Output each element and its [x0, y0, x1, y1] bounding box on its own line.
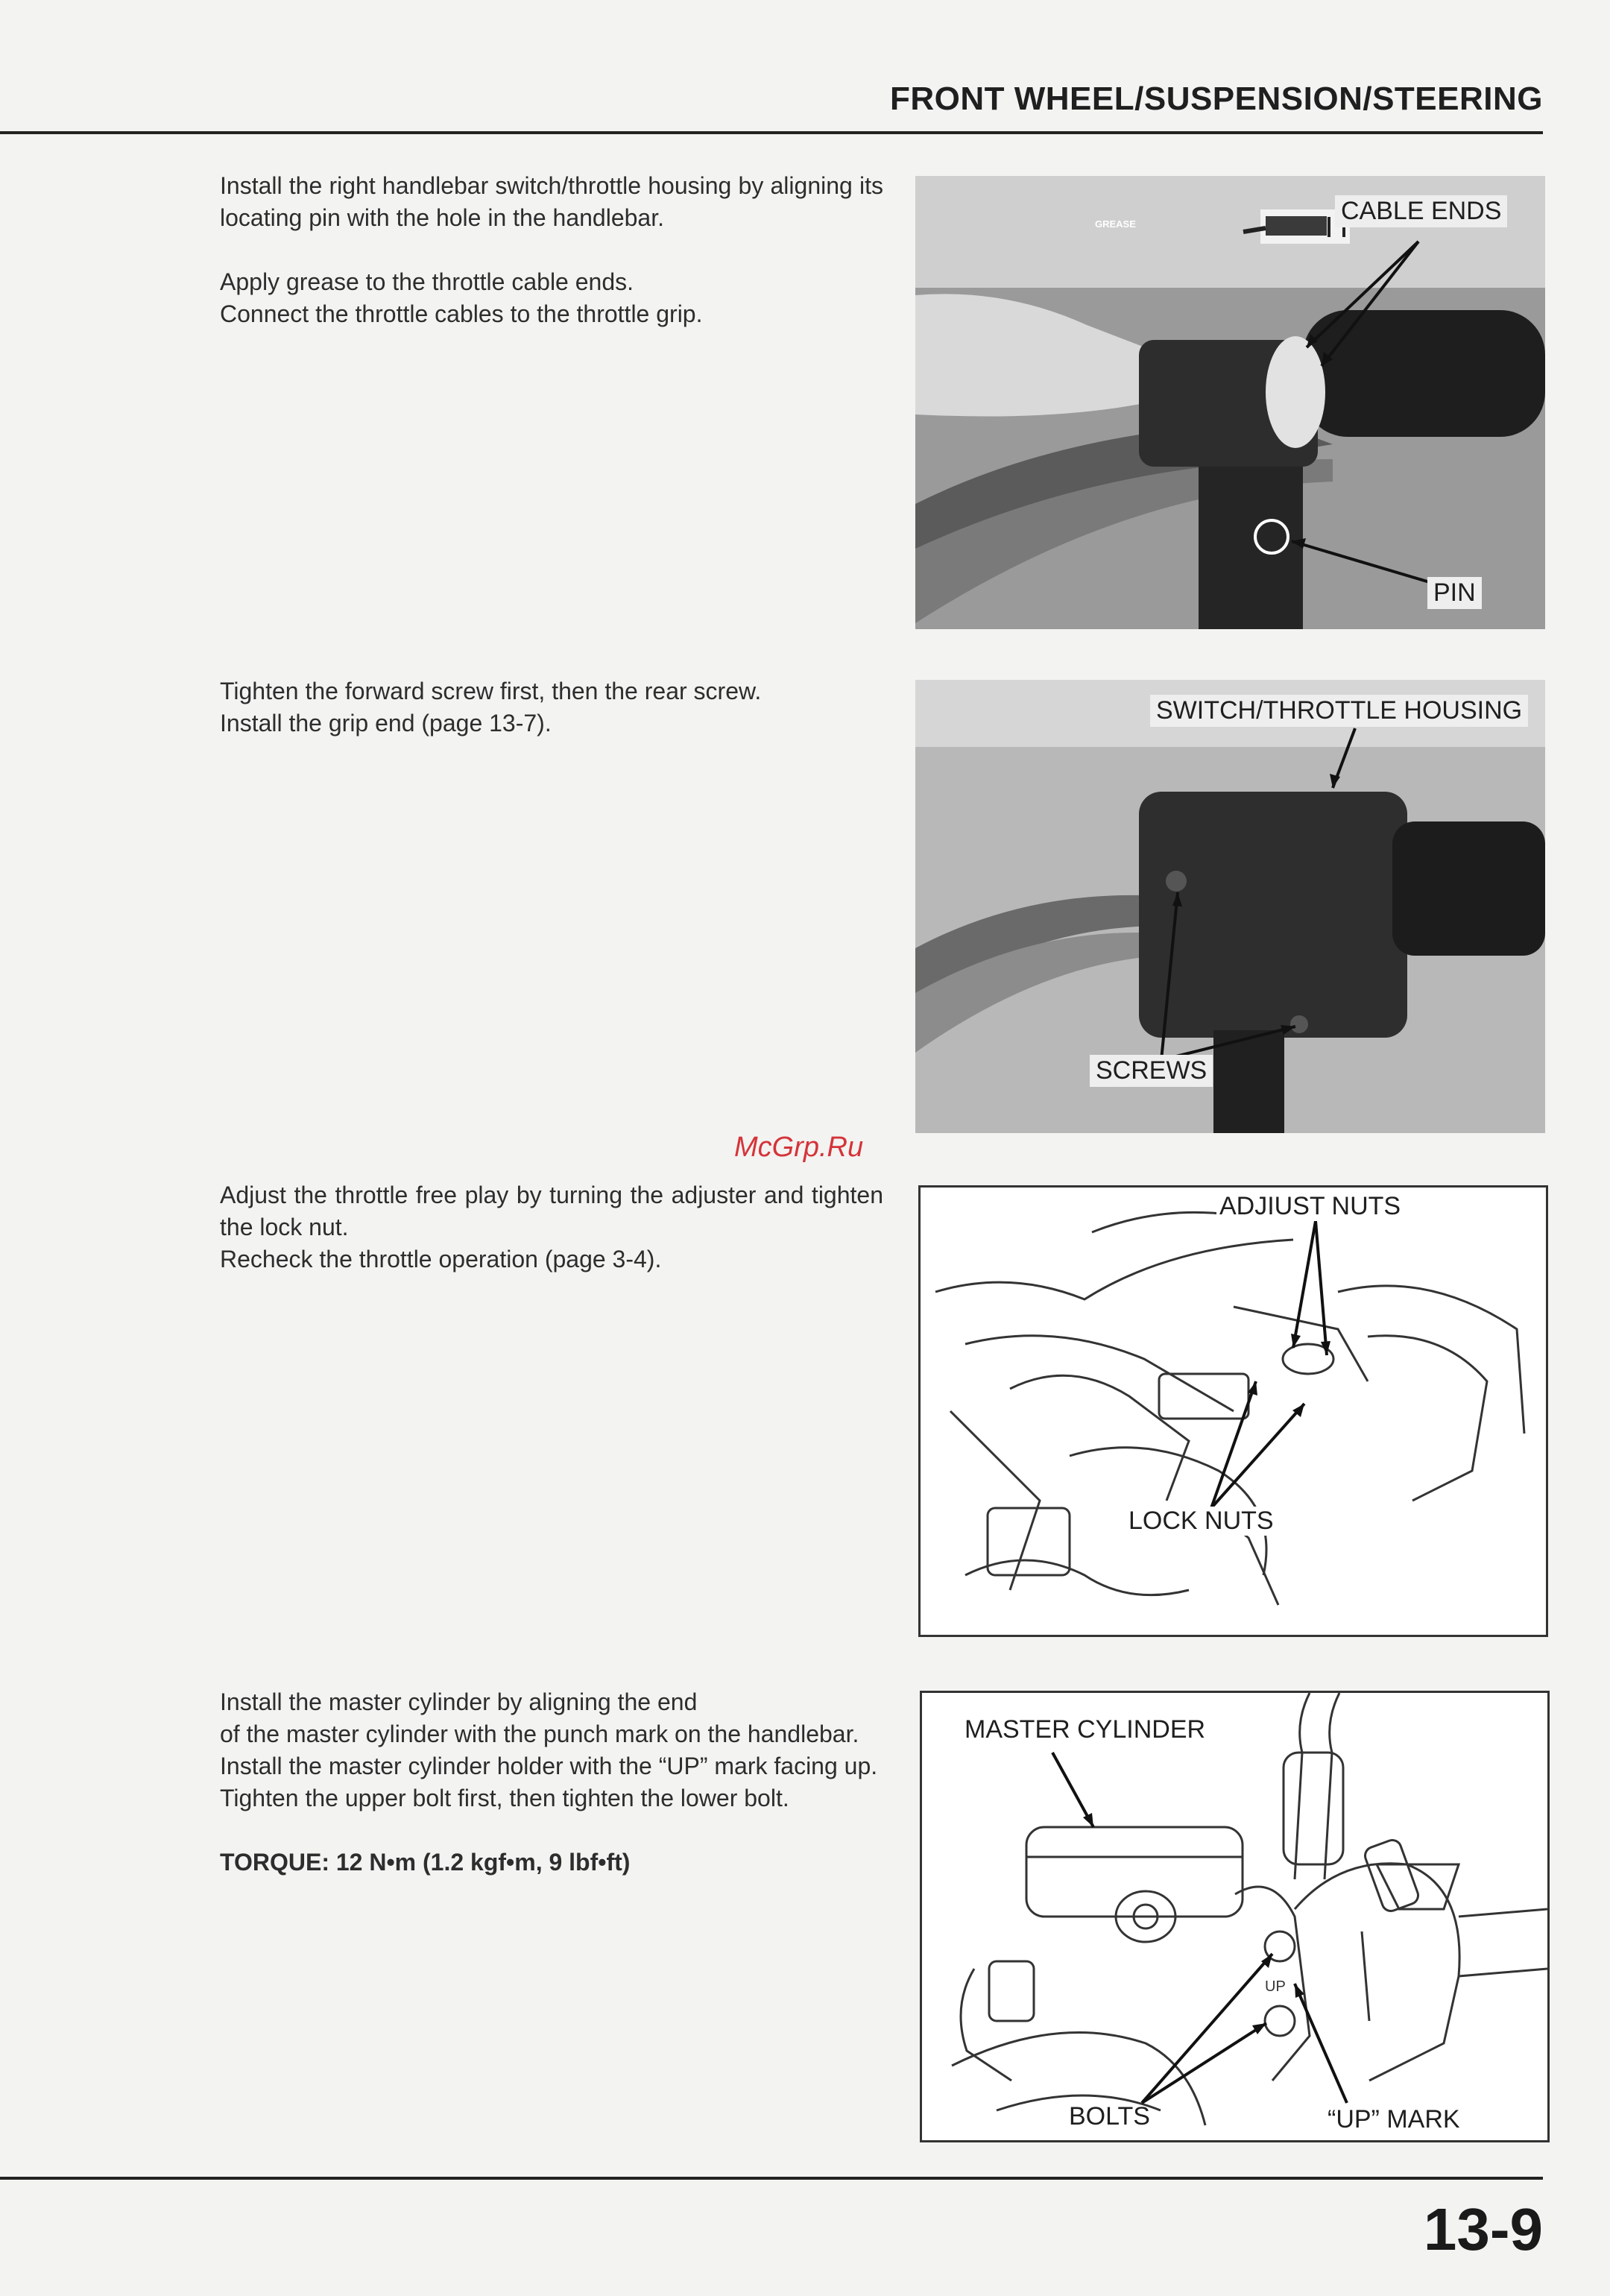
- label-master-cylinder: MASTER CYLINDER: [965, 1715, 1206, 1744]
- label-cable-ends: CABLE ENDS: [1335, 195, 1507, 227]
- paragraph: Apply grease to the throttle cable ends.: [220, 268, 634, 295]
- page-header-title: FRONT WHEEL/SUSPENSION/STEERING: [889, 81, 1543, 117]
- torque-spec: TORQUE: 12 N•m (1.2 kgf•m, 9 lbf•ft): [220, 1849, 631, 1876]
- label-pin: PIN: [1427, 577, 1482, 609]
- section-2-text: [220, 675, 883, 739]
- grease-badge: GREASE: [1095, 218, 1136, 230]
- label-lock-nuts: LOCK NUTS: [1126, 1507, 1277, 1536]
- paragraph: Tighten the upper bolt first, then tighten the lower bolt.: [220, 1785, 789, 1811]
- section-4-text: [220, 1686, 883, 1879]
- paragraph: Install the right handlebar switch/throttle housing by aligning its locating pin with the hole in the handlebar.: [220, 172, 883, 231]
- figure-cable-ends-photo: [915, 176, 1545, 629]
- paragraph: Connect the throttle cables to the throttle grip.: [220, 300, 703, 327]
- figure-switch-housing-photo: [915, 680, 1545, 1133]
- footer-divider: [0, 2177, 1543, 2180]
- label-bolts: BOLTS: [1069, 2102, 1150, 2131]
- section-1-text: [220, 170, 883, 330]
- watermark: McGrp.Ru: [734, 1132, 864, 1163]
- paragraph: Adjust the throttle free play by turning the adjuster and tighten the lock nut.: [220, 1182, 883, 1240]
- label-switch-throttle-housing: SWITCH/THROTTLE HOUSING: [1150, 695, 1528, 727]
- paragraph: Install the master cylinder by aligning the end: [220, 1688, 698, 1715]
- header-divider: [0, 131, 1543, 134]
- paragraph: Recheck the throttle operation (page 3-4).: [220, 1246, 662, 1272]
- paragraph: Install the master cylinder holder with the “UP” mark facing up.: [220, 1753, 878, 1779]
- section-3-text: [220, 1179, 883, 1275]
- paragraph: Install the grip end (page 13-7).: [220, 710, 552, 737]
- label-up-mark: “UP” MARK: [1328, 2105, 1460, 2133]
- up-stamp-text: UP: [1265, 1978, 1286, 1995]
- label-adjust-nuts: ADJIUST NUTS: [1216, 1192, 1404, 1221]
- page-number: 13-9: [1423, 2196, 1543, 2262]
- paragraph: of the master cylinder with the punch mark on the handlebar.: [220, 1721, 859, 1747]
- figure-throttle-adjust-diagram: [918, 1185, 1548, 1637]
- paragraph: Tighten the forward screw first, then the rear screw.: [220, 678, 762, 704]
- figure-master-cylinder-diagram: [920, 1691, 1550, 2142]
- label-screws: SCREWS: [1090, 1055, 1213, 1087]
